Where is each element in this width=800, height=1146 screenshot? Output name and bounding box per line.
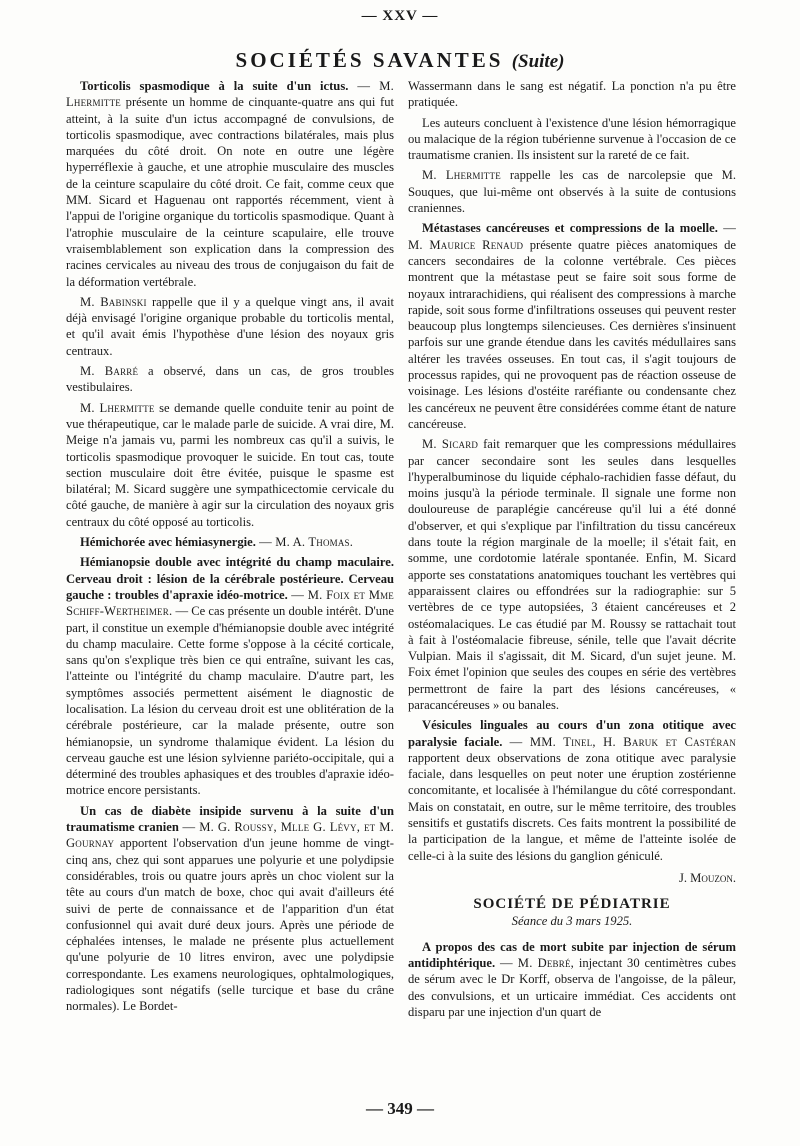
- left-column: [66, 78, 394, 1019]
- paragraph: [408, 115, 736, 164]
- section-heading: SOCIÉTÉ DE PÉDIATRIE: [473, 896, 671, 913]
- paragraph-text: rappelle les cas de narcolepsie que M. Souques, que lui-même ont observés à la suite de contusions craniennes.: [408, 168, 736, 216]
- signature: J. Mouzon.: [678, 870, 736, 885]
- page-title: [0, 48, 800, 73]
- article-title: A propos des cas de mort subite par injection de sérum antidiphtérique.: [408, 939, 736, 971]
- paragraph-text: fait remarquer que les compressions médullaires par cancer secondaire sont les seules dans lesquelles l'hyperalbuminose du liquide céphalo-rachidien fasse défaut, du moins jusqu'à la période terminale. Il signale une forme non douloureuse de paraplégie cancéreuse qu'il lui a été donné d'observer, et qui s'explique par l'infiltration du tissu cancéreux dans toute la région marginale de la moelle; il s'était fait, en somme, une cordotomie latérale spontanée. Enfin, M. Sicard apporte ses constatations anatomiques touchant les vertèbres qui apparaissent claires ou effondrées sur la radiographie: sur 5 vertèbres de ce type autopsiées, 3 étaient cancéreuses et 2 ostéomalaciques. Le cas étudié par M. Roussy se rattachait tout à fait à l'ostéomalacie fibreuse, sénile, telle que l'avait décrite Vulpian. Mais il s'agissait, dit M. Sicard, d'un sujet jeune. M. Foix émet l'opinion que seules des coupes en série des vertèbres permettront de faire la part des lésions cancéreuses, « paracancéreuses » ou banales.: [408, 437, 736, 712]
- article-author: — MM. Tinel, H. Baruk et Castéran: [509, 734, 736, 749]
- article-title: Vésicules linguales au cours d'un zona otitique avec paralysie faciale.: [408, 718, 736, 749]
- article-author: — M. Foix et Mme Schiff-Wertheimer.: [66, 587, 394, 619]
- article-author: — M. Debré,: [499, 956, 575, 971]
- article-author: — M. Maurice Renaud: [408, 221, 736, 252]
- article-author: — M. G. Roussy, Mlle G. Lévy, et M. Gournay: [66, 820, 394, 851]
- article-title: Métastases cancéreuses et compressions de la moelle.: [422, 221, 718, 236]
- article-author: — M. A. Thomas.: [259, 535, 354, 550]
- paragraph: [408, 939, 736, 1020]
- paragraph-text: présente un homme de cinquante-quatre ans qui fut atteint, à la suite d'un ictus accompagné de convulsions, de torticolis spasmodique, avec contractions bilatérales, mais plus marquées du côté droit. On note en outre une légère hyperréflexie à gauche, et une atrophie musculaire des muscles de la ceinture scapulaire du côté droit. Ce fait, comme ceux que MM. Sicard et Haguenau ont rapportés récemment, vient à l'appui de l'origine organique du torticolis spasmodique. Quant à l'atrophie musculaire de la ceinture scapulaire, elle trouve vraisemblablement son explication dans la compression des racines cervicales au niveau des trous de conjugaison du fait de la déformation vertébrale.: [66, 95, 394, 289]
- paragraph: [66, 400, 394, 530]
- paragraph: [408, 167, 736, 216]
- paragraph: [408, 436, 736, 713]
- paragraph-text: se demande quelle conduite tenir au point de vue thérapeutique, car le malade parle de suicide. A vrai dire, M. Meige n'a jamais vu, parmi les nombreux cas qu'il a suivis, le torticolis spasmodique provoquer le suicide. En tout cas, toute section musculaire doit être évitée, puisque le spasme est bilatéral; M. Sicard suggère une sympathicectomie cervicale du côté gauche, de manière à agir sur la circulation des noyaux gris centraux du côté opposé au torticolis.: [66, 400, 394, 529]
- speaker-name: M. Lhermitte: [80, 400, 155, 415]
- paragraph-text: Les auteurs concluent à l'existence d'une lésion hémorragique ou malacique de la région tubérienne survenue à l'occasion de ce traumatisme cranien. Ils insistent sur la rareté de ce fait.: [408, 115, 736, 163]
- paragraph-text: apportent l'observation d'un jeune homme de vingt-cinq ans, chez qui sont apparues une polyurie et une polydipsie considérables, trois ou quatre jours après un choc violent sur la tête au cours d'un match de boxe, choc qui avait d'ailleurs été suivi de perte de connaissance et de l'apparition d'un état confusionnel qui avait duré deux jours. Après une période de céphalées intenses, le malade ne présente plus actuellement qu'une polyurie de 10 litres environ, avec une polydipsie correspondante. Les examens neurologiques, ophtalmologiques, radiologiques sont négatifs (selle turcique et base du crâne normales). Le Bordet-: [66, 836, 394, 1014]
- right-column: [408, 78, 736, 1024]
- title-suite: (Suite): [511, 51, 565, 72]
- speaker-name: M. Lhermitte: [422, 168, 501, 183]
- paragraph-text: rappelle que il y a quelque vingt ans, il avait déjà envisagé l'origine organique probable du torticolis mental, et qu'il avait émis l'hypothèse d'une lésion des noyaux gris centraux.: [66, 294, 394, 358]
- article-author: — M. Lhermitte: [66, 79, 395, 110]
- paragraph-text: présente quatre pièces anatomiques de cancers secondaires de la colonne vertébrale. Ces pièces montrent que la métastase peut se faire soit sous forme de noyaux intrarachidiens, qui réalisent des compressions à marche rapide, soit sous forme d'infiltrations osseuses qui peuvent rester beaucoup plus longtemps silencieuses. Ces dernières s'insinuent parfois sur une grande étendue dans les cavités médullaires sans altérer les travées osseuses. En tout cas, il s'agit toujours de processus rapides, qui ne provoquent pas de réaction osseuse de voisinage. Les lésions d'ostéite raréfiante ou condensante chez les cancéreux ne peuvent être considérées comme étant de nature cancéreuse.: [408, 237, 736, 431]
- title-text: SOCIÉTÉS SAVANTES: [235, 48, 504, 72]
- paragraph: [66, 534, 394, 550]
- paragraph: [66, 803, 394, 1015]
- paragraph-text: injectant 30 centimètres cubes de sérum avec le Dr Korff, observa de l'angoisse, de la pâleur, des convulsions, et un urticaire immédiat. Ces accidents ont disparu par une injection d'un quart de: [408, 956, 737, 1020]
- roman-page-number: — XXV —: [361, 8, 439, 24]
- article-title: Hémianopsie double avec intégrité du champ maculaire. Cerveau droit : lésion de la cérébrale postérieure. Cerveau gauche : troubles d'apraxie idéo-motrice.: [66, 555, 394, 602]
- paragraph: [408, 717, 736, 864]
- paragraph: [66, 294, 394, 359]
- paragraph-text: — Ce cas présente un double intérêt. D'une part, il constitue un exemple d'hémianopsie double avec intégrité du champ maculaire. Cette forme s'oppose à la cécité corticale, sans qu'on s'explique très bien ce qui entraîne, suivant les cas, l'atteinte ou l'intégrité du champ maculaire. D'autre part, les symptômes associés permettent aisément le diagnostic de localisation. La lésion du cerveau droit est une oblitération de la cérébrale postérieure, car la malade présente, outre son hémianopsie, un syndrome thalamique évident. La lésion du cerveau gauche est une lésion sylvienne pariéto-occipitale, qui a déterminé des troubles aphasiques et des troubles d'apraxie idéo-motrice encore persistants.: [66, 604, 394, 798]
- speaker-name: M. Sicard: [422, 437, 479, 452]
- paragraph-text: a observé, dans un cas, de gros troubles vestibulaires.: [66, 364, 394, 395]
- paragraph: [66, 78, 394, 290]
- section-date: Séance du 3 mars 1925.: [511, 913, 633, 928]
- article-title: Un cas de diabète insipide survenu à la suite d'un traumatisme cranien: [66, 803, 394, 835]
- paragraph: [408, 78, 736, 111]
- paragraph-text: rapportent deux observations de zona otitique avec paralysie faciale, dans lesquelles on peut noter une éruption zostérienne concomitante, et localisée à l'hémilangue du côté correspondant. Mais on constatait, en outre, sur le même territoire, des troubles sensitifs et gustatifs discrets. Ces faits montrent la possibilité de la participation de la langue, et même de l'atteinte isolée de celle-ci à la suite des lésions du ganglion géniculé.: [408, 750, 736, 863]
- speaker-name: M. Barré: [80, 364, 139, 379]
- article-title: Hémichorée avec hémiasynergie.: [80, 535, 256, 550]
- paragraph-text: Wassermann dans le sang est négatif. La ponction n'a pu être pratiquée.: [408, 79, 736, 110]
- article-title: Torticolis spasmodique à la suite d'un ictus.: [80, 79, 349, 93]
- paragraph: [66, 363, 394, 396]
- paragraph: [66, 554, 394, 798]
- paragraph: [408, 220, 736, 432]
- speaker-name: M. Babinski: [80, 294, 147, 309]
- page-number: — 349 —: [366, 1099, 434, 1118]
